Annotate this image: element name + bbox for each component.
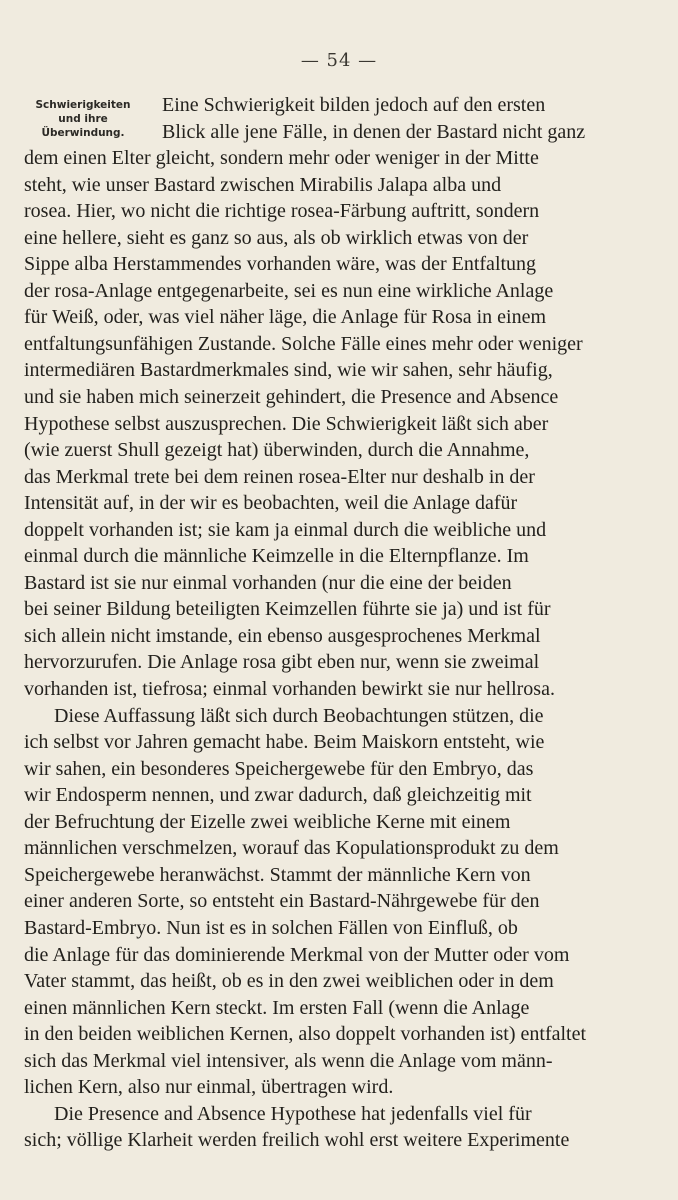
text-line: Diese Auffassung läßt sich durch Beobachtungen stützen, die <box>54 704 544 727</box>
text-line: Speichergewebe heranwächst. Stammt der männliche Kern von <box>24 863 531 886</box>
margin-note-line-1: Schwierigkeiten <box>35 99 131 111</box>
text-line: Hypothese selbst auszusprechen. Die Schwierigkeit läßt sich aber <box>24 412 549 435</box>
margin-note-line-2: und ihre <box>58 113 108 125</box>
text-line: Eine Schwierigkeit bilden jedoch auf den ersten <box>162 94 546 116</box>
text-line: vorhanden ist, tiefrosa; einmal vorhanden bewirkt sie nur hellrosa. <box>24 678 555 701</box>
text-line: in den beiden weiblichen Kernen, also doppelt vorhanden ist) entfaltet <box>24 1023 587 1046</box>
text-line: sich allein nicht imstande, ein ebenso ausgesprochenes Merkmal <box>24 624 541 647</box>
text-line: dem einen Elter gleicht, sondern mehr oder weniger in der Mitte <box>24 147 539 170</box>
text-line: ich selbst vor Jahren gemacht habe. Beim Maiskorn entsteht, wie <box>24 731 545 754</box>
body-text <box>24 92 658 1154</box>
text-line: wir Endosperm nennen, und zwar dadurch, daß gleichzeitig mit <box>24 784 532 807</box>
text-line: sich; völlige Klarheit werden freilich wohl erst weitere Experimente <box>24 1129 570 1152</box>
text-line: entfaltungsunfähigen Zustande. Solche Fälle eines mehr oder weniger <box>24 332 583 355</box>
text-line: Intensität auf, in der wir es beobachten, weil die Anlage dafür <box>24 492 518 515</box>
text-line: das Merkmal trete bei dem reinen rosea-Elter nur deshalb in der <box>24 465 535 488</box>
paragraph-3 <box>24 1101 658 1154</box>
text-line: Sippe alba Herstammendes vorhanden wäre, was der Entfaltung <box>24 253 537 276</box>
page-number: — 54 — <box>300 50 378 71</box>
paragraph-2 <box>24 703 658 1101</box>
text-line: rosea. Hier, wo nicht die richtige rosea-Färbung auftritt, sondern <box>24 200 540 223</box>
text-line: einen männlichen Kern steckt. Im ersten Fall (wenn die Anlage <box>24 996 530 1019</box>
text-line: Bastard ist sie nur einmal vorhanden (nur die eine der beiden <box>24 571 512 594</box>
text-line: (wie zuerst Shull gezeigt hat) überwinden, durch die Annahme, <box>24 439 530 462</box>
text-line: und sie haben mich seinerzeit gehindert, die Presence and Absence <box>24 386 559 409</box>
text-line: der rosa-Anlage entgegenarbeite, sei es nun eine wirkliche Anlage <box>24 279 554 302</box>
text-line: hervorzurufen. Die Anlage rosa gibt eben nur, wenn sie zweimal <box>24 651 540 674</box>
text-line: intermediären Bastardmerkmales sind, wie wir sahen, sehr häufig, <box>24 359 553 382</box>
text-line: männlichen verschmelzen, worauf das Kopulationsprodukt zu dem <box>24 837 559 860</box>
text-line: sich das Merkmal viel intensiver, als wenn die Anlage vom männ- <box>24 1049 553 1072</box>
text-line: wir sahen, ein besonderes Speichergewebe für den Embryo, das <box>24 757 534 780</box>
paragraph-1 <box>24 92 658 703</box>
text-line: Bastard-Embryo. Nun ist es in solchen Fällen von Einfluß, ob <box>24 916 518 939</box>
text-line: für Weiß, oder, was viel näher läge, die Anlage für Rosa in einem <box>24 306 547 329</box>
text-line: lichen Kern, also nur einmal, übertragen wird. <box>24 1076 394 1099</box>
text-line: Vater stammt, das heißt, ob es in den zwei weiblichen oder in dem <box>24 970 554 993</box>
margin-note-line-3: Überwindung. <box>41 127 125 139</box>
text-line: die Anlage für das dominierende Merkmal von der Mutter oder vom <box>24 943 570 966</box>
text-line: doppelt vorhanden ist; sie kam ja einmal durch die weibliche und <box>24 518 547 541</box>
text-line: eine hellere, sieht es ganz so aus, als ob wirklich etwas von der <box>24 226 529 249</box>
text-line: einer anderen Sorte, so entsteht ein Bastard-Nährgewebe für den <box>24 890 540 913</box>
text-line: steht, wie unser Bastard zwischen Mirabilis Jalapa alba und <box>24 173 502 196</box>
text-line: Die Presence and Absence Hypothese hat jedenfalls viel für <box>54 1102 532 1125</box>
text-line: einmal durch die männliche Keimzelle in die Elternpflanze. Im <box>24 545 529 568</box>
text-line: der Befruchtung der Eizelle zwei weibliche Kerne mit einem <box>24 810 511 833</box>
text-line: bei seiner Bildung beteiligten Keimzellen führte sie ja) und ist für <box>24 598 551 621</box>
text-line: Blick alle jene Fälle, in denen der Bastard nicht ganz <box>162 120 586 143</box>
